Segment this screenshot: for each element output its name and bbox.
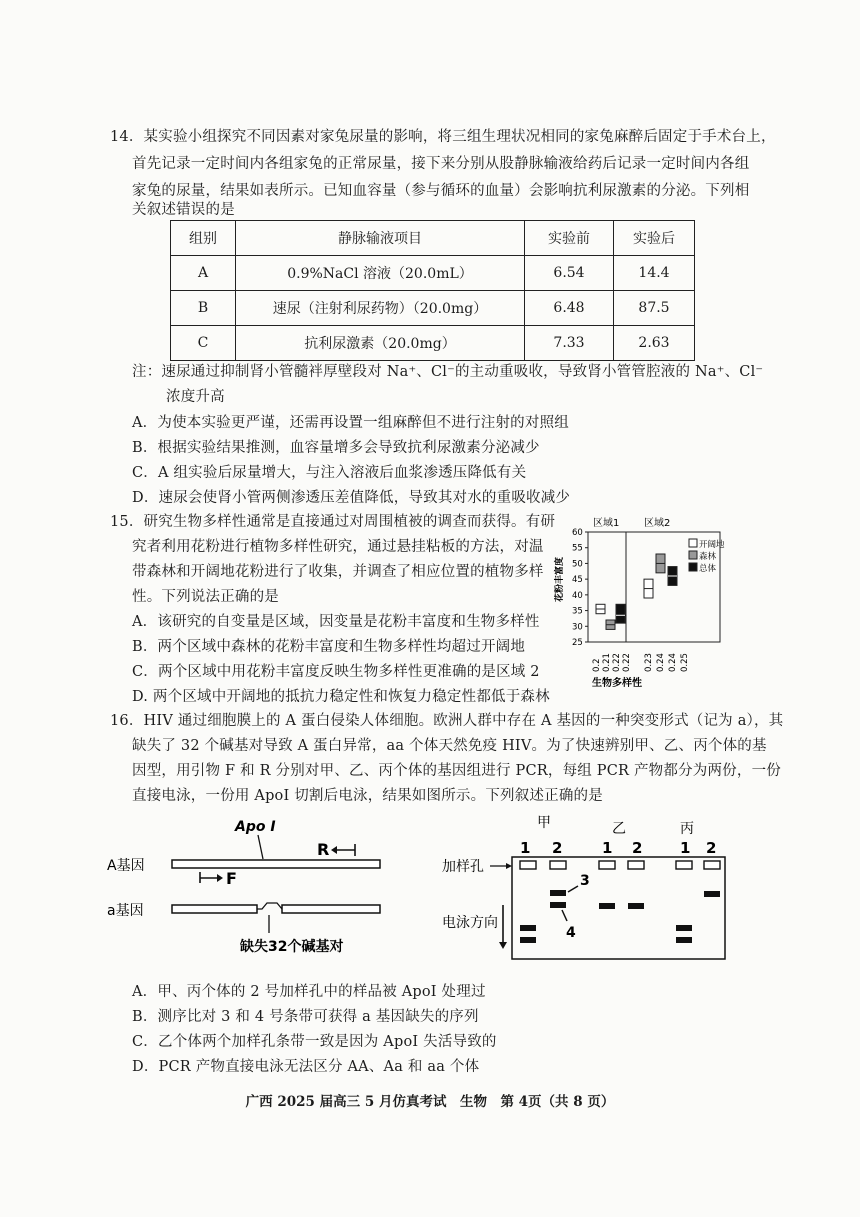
q14-stem-line: 首先记录一定时间内各组家兔的正常尿量，接下来分别从股静脉输液给药后记录一定时间内各组 (132, 156, 750, 172)
primer-r-label: R (317, 840, 330, 859)
box-series (596, 554, 677, 629)
page-footer: 广西 2025 届高三 5 月仿真考试 生物 第 4页（共 8 页） (245, 1094, 615, 1110)
gel-band (520, 925, 536, 931)
q15-option-a: A．该研究的自变量是区域，因变量是花粉丰富度和生物多样性 (132, 614, 540, 630)
q14-option-c: C．A 组实验后尿量增大，与注入溶液后血浆渗透压降低有关 (132, 465, 527, 481)
y-axis-label: 花粉丰富度 (555, 556, 565, 602)
lane-number: 2 (706, 839, 717, 857)
x-tick-label: 0.21 (602, 653, 612, 672)
q15-option-d: D. 两个区域中开阔地的抵抗力稳定性和恢复力稳定性都低于森林 (132, 689, 550, 705)
gel-band (676, 937, 692, 943)
band-3-label: 3 (580, 873, 590, 889)
legend-swatch-open (689, 539, 697, 547)
gene-diagram (105, 815, 405, 965)
a-gene-label: A基因 (107, 858, 145, 874)
lane-number: 2 (632, 839, 643, 857)
x-tick-label: 0.24 (656, 653, 666, 672)
a-mutant-bar-right (282, 905, 380, 913)
table-header: 实验后 (614, 221, 695, 256)
lane-number: 1 (680, 839, 691, 857)
legend-swatch-total (689, 563, 697, 571)
gel-band (599, 903, 615, 909)
well-label: 加样孔 (442, 859, 484, 875)
q14-stem-line: 关叙述错误的是 (132, 202, 235, 218)
y-tick-label: 50 (572, 559, 583, 570)
table-cell: C (171, 326, 236, 361)
a-gene-bar (172, 860, 380, 868)
lane-number: 1 (602, 839, 613, 857)
y-tick-label: 55 (572, 543, 583, 554)
primer-r-arrowhead (331, 846, 337, 854)
q15-box-chart (548, 512, 738, 692)
gel-band (550, 890, 566, 896)
legend-swatch-forest (689, 551, 697, 559)
table-header-row (171, 221, 695, 256)
q15-stem-line: 究者利用花粉进行植物多样性研究，通过悬挂粘板的方法，对温 (132, 539, 544, 555)
gel-band (704, 891, 720, 897)
a-mutant-bar-left (172, 905, 257, 913)
well (704, 861, 720, 869)
x-tick-label: 0.22 (622, 653, 632, 672)
gel-group-label: 丙 (680, 821, 694, 837)
box-2 (616, 604, 625, 623)
q14-table (170, 220, 695, 361)
table-cell: 2.63 (614, 326, 695, 361)
table-cell: 6.54 (525, 256, 614, 291)
q14-option-d: D．速尿会使肾小管两侧渗透压差值降低，导致其对水的重吸收减少 (132, 490, 571, 506)
q15-option-c: C．两个区域中用花粉丰富度反映生物多样性更准确的是区域 2 (132, 664, 540, 680)
q16-stem-line: 16．HIV 通过细胞膜上的 A 蛋白侵染人体细胞。欧洲人群中存在 A 基因的一种突变形式（记为 a），其 (110, 713, 784, 729)
x-tick-label: 0.2 (592, 658, 602, 672)
apoi-pointer (258, 835, 263, 859)
table-row (171, 326, 695, 361)
q16-stem-line: 直接电泳，一份用 ApoI 切割后电泳，结果如图所示。下列叙述正确的是 (132, 788, 603, 804)
region1-label: 区域1 (593, 518, 620, 529)
y-tick-label: 40 (572, 590, 583, 601)
x-tick-label: 0.23 (644, 653, 654, 672)
well (676, 861, 692, 869)
q16-option-b: B．测序比对 3 和 4 号条带可获得 a 基因缺失的序列 (132, 1009, 479, 1025)
gel-band (628, 903, 644, 909)
table-cell: 6.48 (525, 291, 614, 326)
gel-diagram (440, 815, 740, 960)
gel-band (676, 925, 692, 931)
q14-option-b: B．根据实验结果推测，血容量增多会导致抗利尿激素分泌减少 (132, 440, 540, 456)
q15-stem-line: 15．研究生物多样性通常是直接通过对周围植被的调查而获得。有研 (110, 514, 556, 530)
band-4-label: 4 (566, 925, 576, 941)
primer-f-label: F (226, 869, 237, 888)
x-ticks (592, 653, 690, 672)
well (550, 861, 566, 869)
legend-label: 开阔地 (699, 540, 725, 550)
legend-label: 总体 (699, 564, 717, 574)
x-tick-label: 0.22 (612, 653, 622, 672)
gel-frame (512, 857, 725, 959)
q15-stem-line: 带森林和开阔地花粉进行了收集，并调查了相应位置的植物多样 (132, 564, 544, 580)
primer-f-arrowhead (217, 874, 223, 882)
x-axis-label: 生物多样性 (592, 678, 642, 689)
gel-band (520, 937, 536, 943)
gel-group-label: 乙 (612, 821, 626, 837)
q16-stem-line: 缺失了 32 个碱基对导致 A 蛋白异常，aa 个体天然免疫 HIV。为了快速辨别甲、乙、丙个体的基 (132, 738, 767, 754)
q15-option-b: B．两个区域中森林的花粉丰富度和生物多样性均超过开阔地 (132, 639, 526, 655)
x-tick-label: 0.24 (668, 653, 678, 672)
q14-option-a: A．为使本实验更严谨，还需再设置一组麻醉但不进行注射的对照组 (132, 415, 569, 431)
deletion-marker (257, 903, 282, 909)
table-cell: 抗利尿激素（20.0mg） (236, 326, 525, 361)
q14-stem-line: 14．某实验小组探究不同因素对家兔尿量的影响，将三组生理状况相同的家兔麻醉后固定于手术台上， (110, 129, 776, 145)
gel-group-label: 甲 (537, 815, 551, 831)
lane-number: 1 (520, 839, 531, 857)
table-row (171, 291, 695, 326)
y-tick-label: 30 (572, 622, 583, 633)
q14-note-line: 注：速尿通过抑制肾小管髓袢厚壁段对 Na⁺、Cl⁻的主动重吸收，导致肾小管管腔液的 Na⁺、Cl⁻ (132, 364, 764, 380)
apoi-site-label: Apo I (235, 819, 276, 835)
y-ticks (572, 528, 588, 648)
table-row (171, 256, 695, 291)
direction-label: 电泳方向 (442, 915, 498, 931)
y-tick-label: 60 (572, 528, 583, 538)
well (628, 861, 644, 869)
well (520, 861, 536, 869)
q15-stem-line: 性。下列说法正确的是 (132, 589, 279, 605)
q16-stem-line: 因型，用引物 F 和 R 分别对甲、乙、丙个体的基因组进行 PCR，每组 PCR 产物都分为两份，一份 (132, 763, 781, 779)
table-cell: 7.33 (525, 326, 614, 361)
a-mutant-gene-label: a基因 (107, 903, 144, 919)
legend-label: 森林 (699, 552, 717, 562)
y-tick-label: 45 (572, 575, 583, 586)
gel-band (550, 902, 566, 908)
table-header: 实验前 (525, 221, 614, 256)
table-header: 静脉输液项目 (236, 221, 525, 256)
table-cell: A (171, 256, 236, 291)
q14-stem-line: 家兔的尿量，结果如表所示。已知血容量（参与循环的血量）会影响抗利尿激素的分泌。下列相 (132, 183, 750, 199)
x-tick-label: 0.25 (680, 653, 690, 672)
table-cell: 速尿（注射利尿药物）（20.0mg） (236, 291, 525, 326)
q16-option-d: D．PCR 产物直接电泳无法区分 AA、Aa 和 aa 个体 (132, 1059, 480, 1075)
y-tick-label: 35 (572, 606, 583, 617)
well (599, 861, 615, 869)
deletion-label: 缺失32个碱基对 (240, 939, 344, 955)
table-cell: 87.5 (614, 291, 695, 326)
region2-label: 区域2 (644, 518, 671, 529)
y-tick-label: 25 (572, 638, 583, 648)
table-cell: 14.4 (614, 256, 695, 291)
q14-note-line: 浓度升高 (166, 389, 225, 405)
q16-option-c: C．乙个体两个加样孔条带一致是因为 ApoI 失活导致的 (132, 1034, 497, 1050)
lane-number: 2 (552, 839, 563, 857)
table-header: 组别 (171, 221, 236, 256)
table-cell: B (171, 291, 236, 326)
q16-option-a: A．甲、丙个体的 2 号加样孔中的样品被 ApoI 处理过 (132, 984, 486, 1000)
table-cell: 0.9%NaCl 溶液（20.0mL） (236, 256, 525, 291)
